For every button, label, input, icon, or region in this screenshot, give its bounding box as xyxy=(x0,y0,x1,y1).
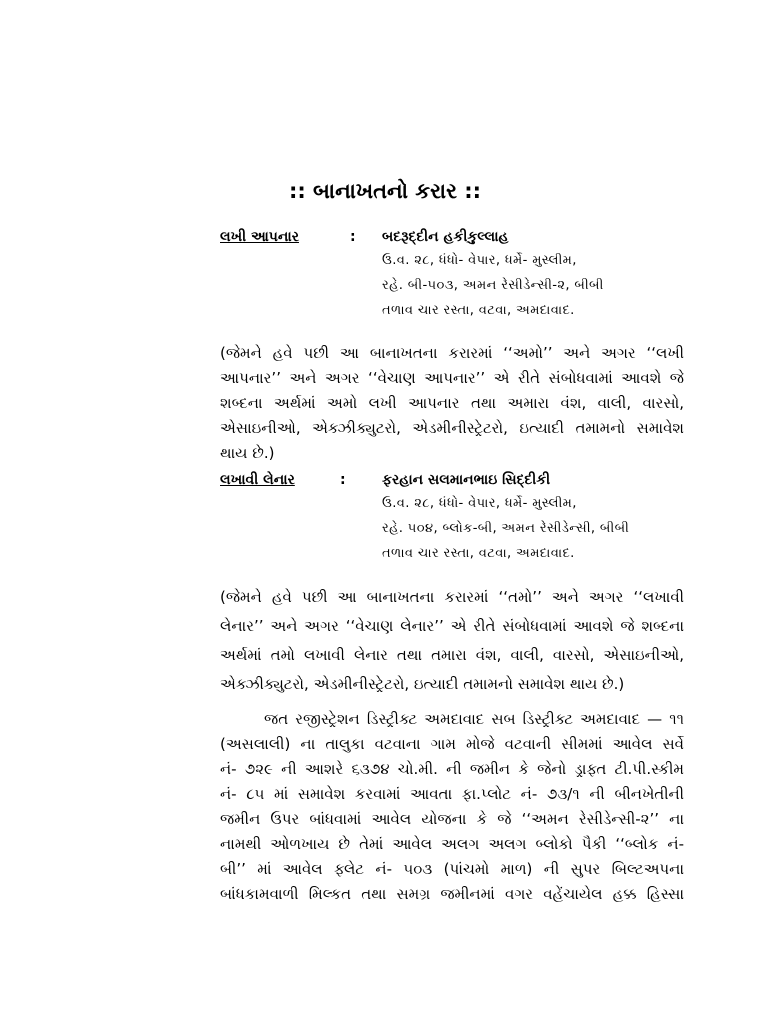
paragraph-line: જત રજીસ્ટ્રેશન ડિસ્ટ્રીક્ટ અમદાવાદ સબ ડિસ્ટ્રીક્ટ અમદાવાદ — ૧૧ xyxy=(264,710,684,728)
seller-name: બદરૂદ્દીન હકીકુલ્લાહ xyxy=(382,229,509,245)
document-title: :: બાનાખતનો કરાર :: xyxy=(288,179,482,203)
buyer-block xyxy=(220,472,690,571)
paragraph-line: થાય છે.) xyxy=(220,444,275,462)
buyer-address-line: રહે. ૫૦૪, બ્લોક-બી, અમન રેસીડેન્સી, બીબી xyxy=(382,521,630,536)
paragraph-line: (અસલાલી) ના તાલુકા વટવાના ગામ મોજે વટવાની સીમમાં આવેલ સર્વે xyxy=(220,735,684,753)
seller-label: લખી આપનાર xyxy=(220,229,299,245)
buyer-definition-paragraph xyxy=(220,583,684,699)
buyer-address-line: તળાવ ચાર રસ્તા, વટવા, અમદાવાદ. xyxy=(382,546,575,561)
paragraph-line: એક્ઝીક્યુટરો, એડમીનીસ્ટ્રેટરો, ઇત્યાદી તમામનો સમાવેશ થાય છે.) xyxy=(220,675,625,693)
paragraph-line: (જેમને હવે પછી આ બાનાખતના કરારમાં ‘‘તમો’’ અને અગર ‘‘લખાવી xyxy=(220,588,684,606)
paragraph-line: બાંધકામવાળી મિલ્કત તથા સમગ્ર જમીનમાં વગર વહેંચાયેલ હક્ક હિસ્સા xyxy=(220,885,684,903)
paragraph-line: અર્થમાં તમો લખાવી લેનાર તથા તમારા વંશ, વાલી, વારસો, એસાઇનીઓ, xyxy=(220,646,684,664)
paragraph-line: નામથી ઓળખાય છે તેમાં આવેલ અલગ અલગ બ્લોકો પૈકી ‘‘બ્લોક નં- xyxy=(220,835,684,853)
property-description-paragraph xyxy=(220,707,684,907)
buyer-colon: : xyxy=(340,472,346,488)
paragraph-line: આપનાર’’ અને અગર ‘‘વેચાણ આપનાર’’ એ રીતે સંબોધવામાં આવશે જે xyxy=(220,369,684,387)
seller-definition-paragraph xyxy=(220,341,684,466)
paragraph-line: (જેમને હવે પછી આ બાનાખતના કરારમાં ‘‘અમો’’ અને અગર ‘‘લખી xyxy=(220,344,684,362)
buyer-label: લખાવી લેનાર xyxy=(220,472,295,488)
buyer-header-row xyxy=(220,472,690,496)
buyer-address-line: ઉ.વ. ૨૮, ધંધો- વેપાર, ધર્મે- મુસ્લીમ, xyxy=(382,496,577,511)
paragraph-line: નં- ૭૨૯ ની આશરે ૬૩૭૪ ચો.મી. ની જમીન કે જેનો ડ્રાફ્ત ટી.પી.સ્કીમ xyxy=(220,760,684,778)
seller-address-line: તળાવ ચાર રસ્તા, વટવા, અમદાવાદ. xyxy=(382,303,575,318)
seller-address-line: રહે. બી-૫૦૩, અમન રેસીડેન્સી-૨, બીબી xyxy=(382,278,604,293)
paragraph-line: જમીન ઉપર બાંધવામાં આવેલ યોજના કે જે ‘‘અમન રેસીડેન્સી-૨’’ ના xyxy=(220,810,684,828)
paragraph-line: નં- ૮૫ માં સમાવેશ કરવામાં આવતા ફા.પ્લોટ નં- ૭૩/૧ ની બીનખેતીની xyxy=(220,785,684,803)
buyer-name: ફરહાન સલમાનભાઇ સિદ્દીકી xyxy=(382,472,551,488)
paragraph-line: લેનાર’’ અને અગર ‘‘વેચાણ લેનાર’’ એ રીતે સંબોધવામાં આવશે જે શબ્દના xyxy=(220,617,684,635)
seller-address-line: ઉ.વ. ૨૮, ધંધો- વેપાર, ધર્મે- મુસ્લીમ, xyxy=(382,253,577,268)
paragraph-line: બી’’ માં આવેલ ફ્લેટ નં- ૫૦૩ (પાંચમો માળ) ની સુપર બિલ્ટઅપના xyxy=(220,860,684,878)
paragraph-line: એસાઇનીઓ, એક્ઝીક્યુટરો, એડમીનીસ્ટ્રેટરો, ઇત્યાદી તમામનો સમાવેશ xyxy=(220,419,684,437)
seller-colon: : xyxy=(350,229,356,245)
paragraph-line: શબ્દના અર્થમાં અમો લખી આપનાર તથા અમારા વંશ, વાલી, વારસો, xyxy=(220,394,684,412)
seller-block xyxy=(220,229,690,328)
seller-header-row xyxy=(220,229,690,253)
